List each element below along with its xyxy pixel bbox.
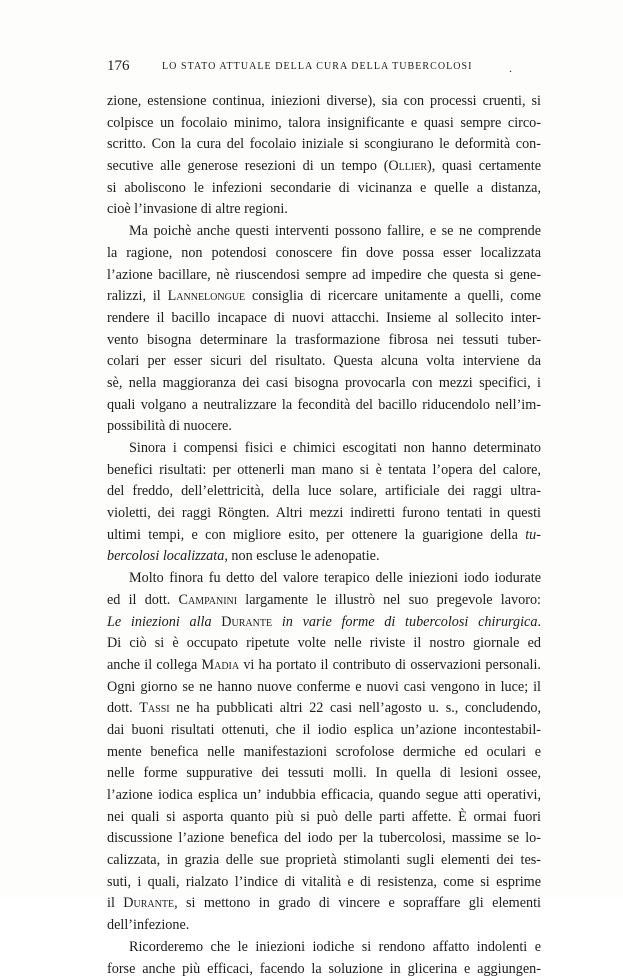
text-line (107, 568, 541, 590)
text-line (107, 633, 541, 655)
text-segment: dott. (107, 700, 139, 716)
text-line (107, 590, 541, 612)
text-line (107, 286, 541, 308)
header-mark: . (509, 61, 512, 76)
text-segment: in varie forme di tubercolosi chirurgica (272, 614, 537, 630)
text-line (107, 828, 541, 850)
text-segment: , si mettono in grado di vincere e sopraffare gli elementi (174, 895, 541, 911)
text-segment: Ogni giorno se ne hanno nuove conferme e nuovi casi vengono in luce; il (107, 679, 541, 695)
text-segment: calizzata, in grazia delle sue proprietà stimolanti sugli elementi dei tes- (107, 852, 541, 868)
text-segment: ed il dott. (107, 592, 179, 608)
text-segment: ne ha pubblicati altri 22 casi nell’agosto u. s., concludendo, (170, 700, 541, 716)
text-segment: dai buoni risultati ottenuti, che il iodio esplica un’azione incontestabil- (107, 722, 541, 738)
text-line (107, 959, 541, 980)
text-line (107, 373, 541, 395)
text-segment: la ragione, non potendosi conoscere fin dove possa esser localizzata (107, 245, 541, 261)
text-line (107, 915, 541, 937)
text-segment: sè, nella maggioranza dei casi bisogna provocarla con mezzi specifici, i (107, 375, 541, 391)
text-line (107, 893, 541, 915)
text-segment: cioè l’invasione di altre regioni. (107, 201, 288, 217)
text-segment: violetti, dei raggi Röngten. Altri mezzi indiretti furono tentati in questi (107, 505, 541, 521)
text-segment: ralizzi, il (107, 288, 168, 304)
text-line (107, 416, 541, 438)
text-segment: largamente le illustrò nel suo pregevole lavoro: (237, 592, 541, 608)
text-segment: rendere il bacillo incapace di nuovi attacchi. Insieme al sollecito inter- (107, 310, 541, 326)
text-segment: l’azione bacillare, nè riuscendosi sempre ad impedire che questa si gene- (107, 267, 541, 283)
text-segment: Molto finora fu detto del valore terapico delle iniezioni iodo iodurate (129, 570, 541, 586)
text-segment: il (107, 895, 123, 911)
text-line (107, 134, 541, 156)
text-segment: Ricorderemo che le iniezioni iodiche si rendono affatto indolenti e (129, 939, 541, 955)
text-segment: ultimi tempi, e con migliore esito, per ottenere la guarigione della (107, 527, 525, 543)
text-line (107, 351, 541, 373)
text-segment: ), quasi certamente (427, 158, 541, 174)
text-segment: benefici risultati: per ottenerli man mano si è tentata l’opera del calore, (107, 462, 541, 478)
text-segment: mente benefica nelle manifestazioni scrofolose dermiche ed oculari e (107, 744, 541, 760)
text-segment: discussione l’azione benefica del iodo per la tubercolosi, massime se lo- (107, 830, 541, 846)
text-line (107, 655, 541, 677)
text-line (107, 546, 541, 568)
text-line (107, 785, 541, 807)
text-segment: Tassi (139, 700, 169, 716)
text-line (107, 525, 541, 547)
text-segment: tu- (525, 527, 541, 543)
text-line (107, 221, 541, 243)
text-segment: vento bisogna determinare la trasformazione fibrosa nei tessuti tuber- (107, 332, 541, 348)
text-segment: forse anche più efficaci, facendo la soluzione in glicerina e aggiungen- (107, 961, 541, 977)
text-line (107, 612, 541, 634)
text-segment: Di ciò si è occupato ripetute volte nelle riviste il nostro giornale ed (107, 635, 541, 651)
text-segment: Le iniezioni alla (107, 614, 221, 630)
running-head: LO STATO ATTUALE DELLA CURA DELLA TUBERCOLOSI (162, 61, 473, 72)
text-line (107, 850, 541, 872)
text-segment: Campanini (179, 592, 238, 608)
text-segment: dell’infezione. (107, 917, 189, 933)
text-line (107, 937, 541, 959)
text-line (107, 503, 541, 525)
text-segment: nei quali si asporta quanto più si può delle parti affette. È ormai fuori (107, 809, 541, 825)
text-line (107, 872, 541, 894)
text-segment: Ma poichè anche questi interventi possono fallire, e se ne comprende (129, 223, 541, 239)
text-segment: Durante (123, 895, 174, 911)
text-line (107, 395, 541, 417)
text-line (107, 807, 541, 829)
text-line (107, 742, 541, 764)
text-segment: suti, i quali, rialzato l’indice di vitalità e di resistenza, come si esprime (107, 874, 541, 890)
text-line (107, 91, 541, 113)
text-line (107, 330, 541, 352)
text-segment: si aboliscono le infezioni secondarie di vicinanza e quelle a distanza, (107, 180, 541, 196)
text-segment: possibilità di nuocere. (107, 418, 232, 434)
text-line (107, 199, 541, 221)
text-segment: vi ha portato il contributo di osservazioni personali. (239, 657, 541, 673)
text-segment: Durante (221, 614, 272, 630)
text-segment: Lannelongue (168, 288, 246, 304)
text-line (107, 265, 541, 287)
text-line (107, 438, 541, 460)
text-segment: zione, estensione continua, iniezioni diverse), sia con processi cruenti, si (107, 93, 541, 109)
text-line (107, 308, 541, 330)
page-header (107, 58, 547, 80)
text-segment: quali volgano a neutralizzare la fecondità del bacillo riducendolo nell’im- (107, 397, 541, 413)
body-text (107, 91, 541, 980)
text-line (107, 763, 541, 785)
text-line (107, 178, 541, 200)
text-segment: nelle forme suppurative dei tessuti molli. In quella di lesioni ossee, (107, 765, 541, 781)
text-line (107, 113, 541, 135)
text-segment: bercolosi localizzata (107, 548, 224, 564)
text-segment: l’azione iodica esplica un’ indubbia efficacia, quando segue atti operativi, (107, 787, 541, 803)
text-segment: . (537, 614, 541, 630)
text-line (107, 243, 541, 265)
text-line (107, 460, 541, 482)
text-segment: colpisce un focolaio minimo, talora insignificante e quasi sempre circo- (107, 115, 541, 131)
text-segment: Ollier (388, 158, 427, 174)
text-line (107, 677, 541, 699)
text-line (107, 698, 541, 720)
text-segment: colari per esser sicuri del risultato. Questa alcuna volta interviene da (107, 353, 541, 369)
text-segment: scritto. Con la cura del focolaio iniziale si scongiurano le deformità con- (107, 136, 541, 152)
text-segment: Sinora i compensi fisici e chimici escogitati non hanno determinato (129, 440, 541, 456)
text-line (107, 156, 541, 178)
text-segment: secutive alle generose resezioni di un tempo ( (107, 158, 388, 174)
text-line (107, 720, 541, 742)
text-segment: Madia (202, 657, 240, 673)
text-segment: del freddo, dell’elettricità, della luce solare, artificiale dei raggi ultra- (107, 483, 541, 499)
page-number: 176 (107, 58, 130, 75)
text-segment: consiglia di ricercare unitamente a quelli, come (245, 288, 541, 304)
text-segment: anche il collega (107, 657, 202, 673)
text-line (107, 481, 541, 503)
text-segment: , non escluse le adenopatie. (224, 548, 379, 564)
